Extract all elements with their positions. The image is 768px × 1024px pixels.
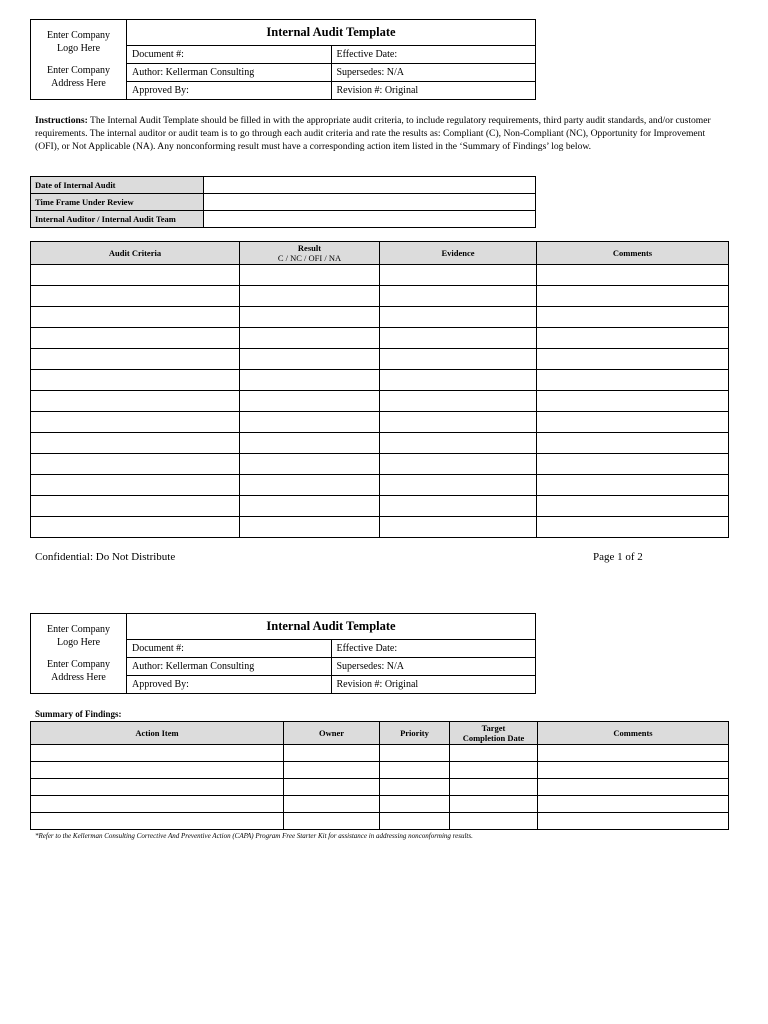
page-number: Page 1 of 2 (593, 551, 643, 563)
audit-comments-cell[interactable] (537, 412, 729, 433)
result-header-options: C / NC / OFI / NA (277, 253, 342, 263)
table-row (31, 475, 729, 496)
auditor-team-label: Internal Auditor / Internal Audit Team (31, 211, 204, 228)
audit-result-cell[interactable] (240, 265, 380, 286)
audit-criteria-cell[interactable] (31, 349, 240, 370)
audit-evidence-cell[interactable] (380, 496, 537, 517)
finding-priority-cell[interactable] (380, 762, 450, 779)
table-row (31, 265, 729, 286)
audit-result-cell[interactable] (240, 433, 380, 454)
finding-comments-cell[interactable] (538, 745, 729, 762)
supersedes-field: Supersedes: N/A (331, 658, 536, 676)
audit-evidence-cell[interactable] (380, 475, 537, 496)
audit-result-cell[interactable] (240, 475, 380, 496)
audit-comments-cell[interactable] (537, 265, 729, 286)
time-frame-input[interactable] (204, 194, 536, 211)
finding-action-item-cell[interactable] (31, 796, 284, 813)
audit-comments-cell[interactable] (537, 349, 729, 370)
finding-owner-cell[interactable] (284, 762, 380, 779)
company-logo-placeholder: Enter Company Logo Here Enter Company Address Here (31, 614, 127, 694)
audit-comments-cell[interactable] (537, 286, 729, 307)
audit-result-cell[interactable] (240, 349, 380, 370)
table-row (31, 454, 729, 475)
finding-action-item-cell[interactable] (31, 762, 284, 779)
finding-comments-cell[interactable] (538, 796, 729, 813)
effective-date-field: Effective Date: (331, 46, 536, 64)
col-header-comments: Comments (538, 722, 729, 745)
instructions-text: The Internal Audit Template should be filled in with the appropriate audit criteria, to include regulatory requirements, third party audit standards, and/or customer requirements. The internal auditor or audit team is to go through each audit criteria and rate the results as: Compliant (C), Non-Compliant (NC), Opportunity for Improvement (OFI), or Not Applicable (NA). Any nonconforming result must have a corresponding action item listed in the ‘Summary of Findings’ log below. (35, 115, 711, 152)
audit-criteria-cell[interactable] (31, 496, 240, 517)
finding-action-item-cell[interactable] (31, 779, 284, 796)
audit-criteria-cell[interactable] (31, 286, 240, 307)
audit-evidence-cell[interactable] (380, 307, 537, 328)
supersedes-field: Supersedes: N/A (331, 64, 536, 82)
audit-evidence-cell[interactable] (380, 412, 537, 433)
audit-comments-cell[interactable] (537, 433, 729, 454)
col-header-owner: Owner (284, 722, 380, 745)
col-header-evidence: Evidence (380, 242, 537, 265)
col-header-target-completion-date: Target Completion Date (450, 722, 538, 745)
table-row (31, 391, 729, 412)
time-frame-label: Time Frame Under Review (31, 194, 204, 211)
author-field: Author: Kellerman Consulting (127, 658, 332, 676)
finding-target-date-cell[interactable] (450, 745, 538, 762)
col-header-action-item: Action Item (31, 722, 284, 745)
audit-result-cell[interactable] (240, 517, 380, 538)
audit-result-cell[interactable] (240, 454, 380, 475)
audit-criteria-cell[interactable] (31, 391, 240, 412)
audit-info-row (31, 211, 536, 228)
finding-owner-cell[interactable] (284, 813, 380, 830)
table-row (31, 762, 729, 779)
table-row (31, 496, 729, 517)
instructions-label: Instructions: (35, 115, 88, 126)
confidential-notice: Confidential: Do Not Distribute (35, 551, 176, 563)
table-row (31, 779, 729, 796)
audit-evidence-cell[interactable] (380, 286, 537, 307)
effective-date-field: Effective Date: (331, 640, 536, 658)
audit-criteria-rows (31, 265, 729, 538)
audit-comments-cell[interactable] (537, 370, 729, 391)
audit-criteria-cell[interactable] (31, 412, 240, 433)
finding-target-date-cell[interactable] (450, 796, 538, 813)
company-logo-placeholder: Enter Company Logo Here Enter Company Address Here (31, 20, 127, 100)
finding-target-date-cell[interactable] (450, 813, 538, 830)
audit-evidence-cell[interactable] (380, 391, 537, 412)
finding-priority-cell[interactable] (380, 745, 450, 762)
table-row (31, 349, 729, 370)
audit-comments-cell[interactable] (537, 517, 729, 538)
audit-date-input[interactable] (204, 177, 536, 194)
audit-criteria-table (30, 241, 729, 538)
col-header-result (240, 242, 380, 265)
table-row (31, 307, 729, 328)
audit-comments-cell[interactable] (537, 307, 729, 328)
audit-comments-cell[interactable] (537, 328, 729, 349)
audit-criteria-cell[interactable] (31, 265, 240, 286)
audit-criteria-cell[interactable] (31, 517, 240, 538)
summary-of-findings-table (30, 721, 729, 830)
document-number-field: Document #: (127, 640, 332, 658)
col-header-priority: Priority (380, 722, 450, 745)
finding-action-item-cell[interactable] (31, 813, 284, 830)
document-title: Internal Audit Template (127, 614, 536, 640)
document-header-page-2 (30, 613, 536, 694)
summary-of-findings-label: Summary of Findings: (35, 709, 122, 719)
revision-field: Revision #: Original (331, 82, 536, 100)
col-header-audit-criteria: Audit Criteria (31, 242, 240, 265)
audit-info-table (30, 176, 536, 228)
finding-action-item-cell[interactable] (31, 745, 284, 762)
table-row (31, 412, 729, 433)
finding-owner-cell[interactable] (284, 796, 380, 813)
audit-evidence-cell[interactable] (380, 370, 537, 391)
audit-result-cell[interactable] (240, 286, 380, 307)
finding-owner-cell[interactable] (284, 779, 380, 796)
table-row (31, 370, 729, 391)
finding-owner-cell[interactable] (284, 745, 380, 762)
author-field: Author: Kellerman Consulting (127, 64, 332, 82)
audit-info-row (31, 194, 536, 211)
table-row (31, 286, 729, 307)
capa-reference-note: *Refer to the Kellerman Consulting Corrective And Preventive Action (CAPA) Program Free Starter Kit for assistance in addressing nonconforming results. (35, 832, 473, 840)
audit-criteria-cell[interactable] (31, 307, 240, 328)
table-row (31, 433, 729, 454)
audit-criteria-cell[interactable] (31, 475, 240, 496)
instructions-paragraph (35, 114, 725, 153)
table-row (31, 796, 729, 813)
audit-result-cell[interactable] (240, 496, 380, 517)
revision-field: Revision #: Original (331, 676, 536, 694)
finding-priority-cell[interactable] (380, 779, 450, 796)
finding-comments-cell[interactable] (538, 813, 729, 830)
approved-by-field: Approved By: (127, 676, 332, 694)
finding-comments-cell[interactable] (538, 762, 729, 779)
audit-criteria-cell[interactable] (31, 454, 240, 475)
audit-evidence-cell[interactable] (380, 517, 537, 538)
audit-evidence-cell[interactable] (380, 454, 537, 475)
table-row (31, 328, 729, 349)
audit-comments-cell[interactable] (537, 391, 729, 412)
audit-evidence-cell[interactable] (380, 349, 537, 370)
audit-comments-cell[interactable] (537, 496, 729, 517)
col-header-comments: Comments (537, 242, 729, 265)
audit-evidence-cell[interactable] (380, 328, 537, 349)
audit-comments-cell[interactable] (537, 475, 729, 496)
summary-rows (31, 745, 729, 830)
audit-evidence-cell[interactable] (380, 265, 537, 286)
approved-by-field: Approved By: (127, 82, 332, 100)
document-number-field: Document #: (127, 46, 332, 64)
table-row (31, 813, 729, 830)
audit-result-cell[interactable] (240, 370, 380, 391)
finding-target-date-cell[interactable] (450, 762, 538, 779)
finding-comments-cell[interactable] (538, 779, 729, 796)
auditor-team-input[interactable] (204, 211, 536, 228)
audit-info-row (31, 177, 536, 194)
audit-date-label: Date of Internal Audit (31, 177, 204, 194)
audit-result-cell[interactable] (240, 328, 380, 349)
audit-comments-cell[interactable] (537, 454, 729, 475)
audit-criteria-cell[interactable] (31, 328, 240, 349)
finding-target-date-cell[interactable] (450, 779, 538, 796)
audit-evidence-cell[interactable] (380, 433, 537, 454)
document-header (30, 19, 536, 100)
audit-result-cell[interactable] (240, 307, 380, 328)
audit-result-cell[interactable] (240, 412, 380, 433)
finding-priority-cell[interactable] (380, 796, 450, 813)
finding-priority-cell[interactable] (380, 813, 450, 830)
audit-criteria-cell[interactable] (31, 370, 240, 391)
audit-criteria-cell[interactable] (31, 433, 240, 454)
audit-result-cell[interactable] (240, 391, 380, 412)
table-row (31, 745, 729, 762)
result-header-label: Result (297, 243, 322, 253)
table-row (31, 517, 729, 538)
document-title: Internal Audit Template (127, 20, 536, 46)
